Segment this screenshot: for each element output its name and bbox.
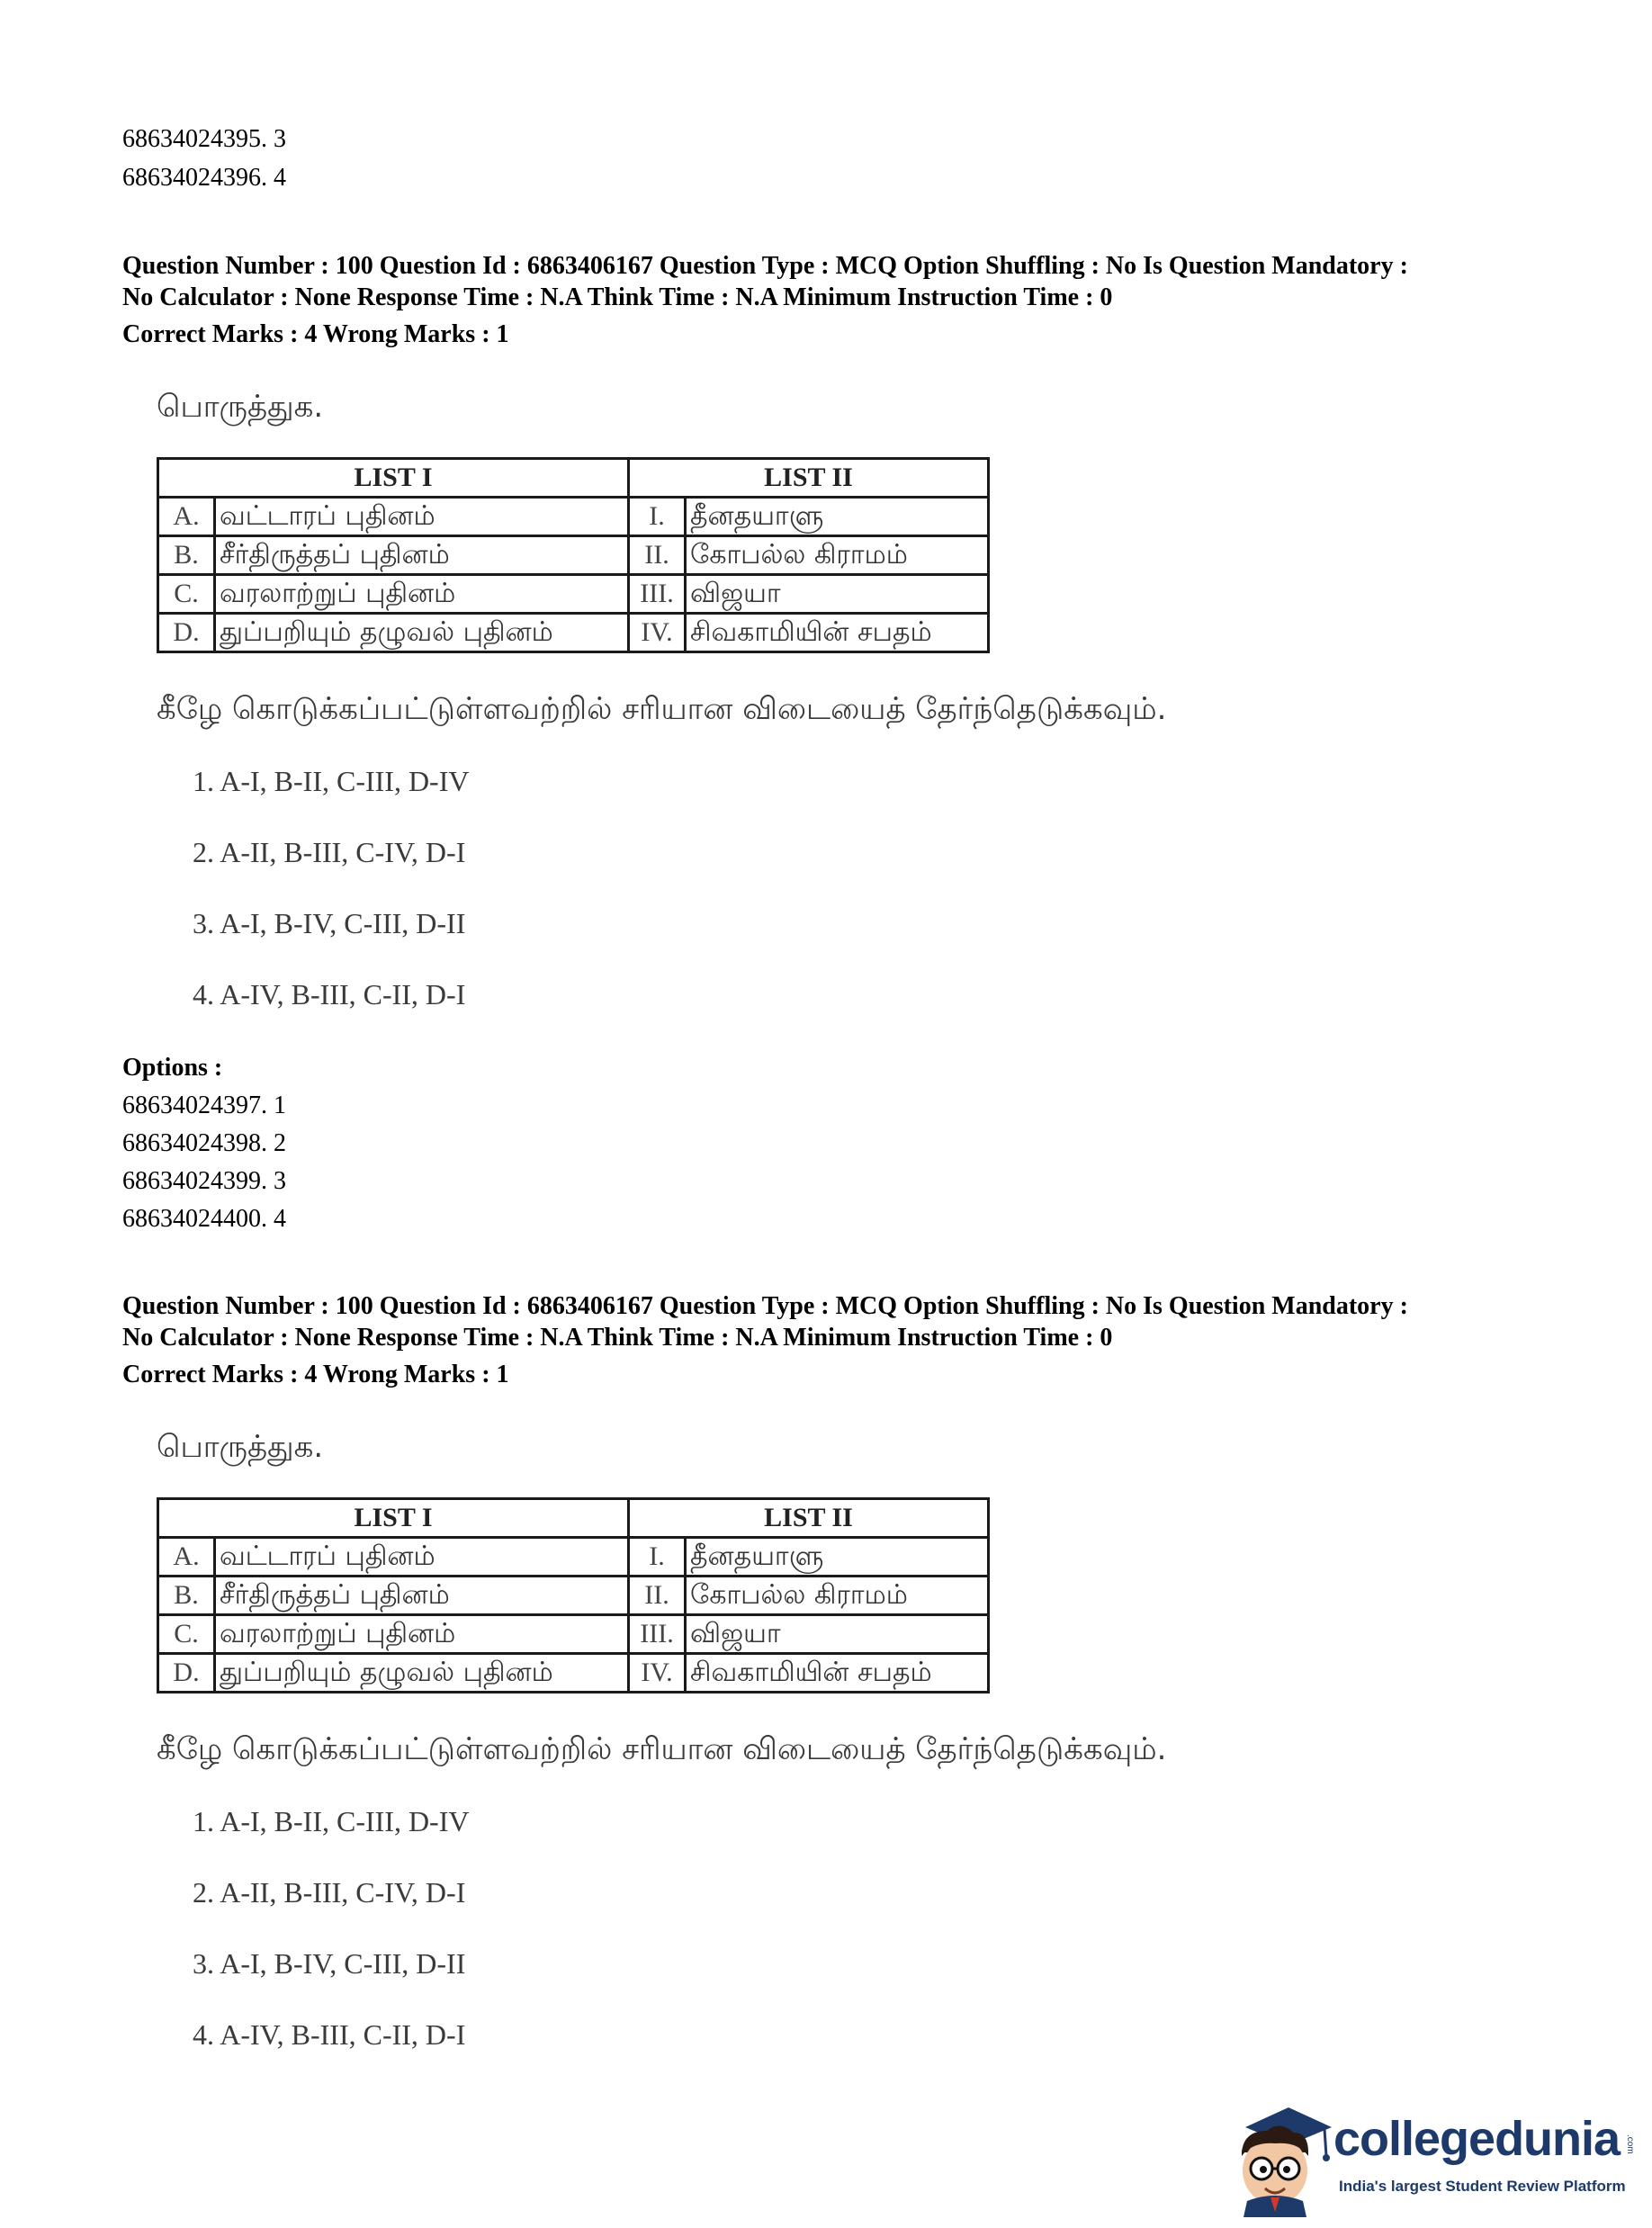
logo-wordmark: collegedunia	[1333, 2112, 1621, 2166]
list-1-value: வட்டாரப் புதினம்	[215, 498, 629, 536]
table-row	[158, 1615, 989, 1654]
list-2-key: I.	[629, 498, 686, 536]
option-line: 68634024398. 2	[122, 1129, 286, 1157]
table-row	[158, 1538, 989, 1577]
option-line: 68634024396. 4	[122, 164, 286, 192]
list-1-key: D.	[158, 614, 215, 652]
table-row	[158, 536, 989, 575]
logo-tagline: India's largest Student Review Platform	[1339, 2178, 1626, 2195]
list-1-value: வட்டாரப் புதினம்	[215, 1538, 629, 1577]
list-2-header: LIST II	[629, 459, 989, 498]
list-1-key: C.	[158, 1615, 215, 1654]
table-row	[158, 575, 989, 614]
list-1-key: A.	[158, 1538, 215, 1577]
question-instruction: கீழே கொடுக்கப்பட்டுள்ளவற்றில் சரியான விடையைத் தேர்ந்தெடுக்கவும்.	[157, 1731, 1167, 1767]
answer-choice: 3. A-I, B-IV, C-III, D-II	[193, 907, 466, 939]
question-prompt: பொருத்துக.	[157, 1429, 324, 1465]
list-2-value: கோபல்ல கிராமம்	[686, 1577, 989, 1615]
list-2-key: III.	[629, 1615, 686, 1654]
table-row	[158, 614, 989, 652]
question-header-line: No Calculator : None Response Time : N.A Think Time : N.A Minimum Instruction Time : 0	[122, 1324, 1113, 1352]
list-1-key: B.	[158, 536, 215, 575]
table-row	[158, 1654, 989, 1693]
answer-choice: 3. A-I, B-IV, C-III, D-II	[193, 1947, 466, 1980]
answer-choice: 1. A-I, B-II, C-III, D-IV	[193, 1805, 470, 1837]
option-line: 68634024399. 3	[122, 1167, 286, 1195]
list-2-value: சிவகாமியின் சபதம்	[686, 1654, 989, 1693]
marks-line: Correct Marks : 4 Wrong Marks : 1	[122, 320, 509, 348]
list-2-value: விஜயா	[686, 1615, 989, 1654]
answer-choice: 2. A-II, B-III, C-IV, D-I	[193, 1876, 466, 1909]
list-1-value: துப்பறியும் தழுவல் புதினம்	[215, 614, 629, 652]
logo-suffix: .com	[1625, 2134, 1635, 2154]
question-instruction: கீழே கொடுக்கப்பட்டுள்ளவற்றில் சரியான விடையைத் தேர்ந்தெடுக்கவும்.	[157, 691, 1167, 727]
list-2-key: III.	[629, 575, 686, 614]
option-line: 68634024395. 3	[122, 125, 286, 153]
list-1-value: சீர்திருத்தப் புதினம்	[215, 536, 629, 575]
answer-choice: 4. A-IV, B-III, C-II, D-I	[193, 978, 466, 1011]
list-1-header: LIST I	[158, 1499, 629, 1538]
list-2-value: தீனதயாளு	[686, 498, 989, 536]
answer-choice: 2. A-II, B-III, C-IV, D-I	[193, 836, 466, 868]
list-2-value: விஜயா	[686, 575, 989, 614]
list-1-value: வரலாற்றுப் புதினம்	[215, 1615, 629, 1654]
list-2-value: கோபல்ல கிராமம்	[686, 536, 989, 575]
list-2-key: II.	[629, 1577, 686, 1615]
answer-choice: 1. A-I, B-II, C-III, D-IV	[193, 765, 470, 797]
student-mascot-icon	[1226, 2100, 1333, 2217]
option-line: 68634024400. 4	[122, 1205, 286, 1233]
list-2-key: IV.	[629, 1654, 686, 1693]
table-header-row	[158, 1499, 989, 1538]
list-1-header: LIST I	[158, 459, 629, 498]
list-2-value: தீனதயாளு	[686, 1538, 989, 1577]
table-header-row	[158, 459, 989, 498]
list-1-key: B.	[158, 1577, 215, 1615]
list-2-key: I.	[629, 1538, 686, 1577]
list-1-key: C.	[158, 575, 215, 614]
marks-line: Correct Marks : 4 Wrong Marks : 1	[122, 1361, 509, 1388]
list-2-key: IV.	[629, 614, 686, 652]
list-1-key: A.	[158, 498, 215, 536]
question-header	[122, 250, 1544, 313]
question-header-line: Question Number : 100 Question Id : 6863406167 Question Type : MCQ Option Shuffling : No Is Question Mandatory :	[122, 1292, 1408, 1320]
table-row	[158, 1577, 989, 1615]
list-1-value: துப்பறியும் தழுவல் புதினம்	[215, 1654, 629, 1693]
list-1-key: D.	[158, 1654, 215, 1693]
match-table	[157, 457, 990, 653]
question-prompt: பொருத்துக.	[157, 389, 324, 425]
question-header-line: Question Number : 100 Question Id : 6863406167 Question Type : MCQ Option Shuffling : No Is Question Mandatory :	[122, 252, 1408, 280]
list-2-key: II.	[629, 536, 686, 575]
option-line: 68634024397. 1	[122, 1092, 286, 1119]
options-label: Options :	[122, 1054, 223, 1082]
collegedunia-logo[interactable]	[1226, 2100, 1634, 2217]
list-1-value: வரலாற்றுப் புதினம்	[215, 575, 629, 614]
list-2-value: சிவகாமியின் சபதம்	[686, 614, 989, 652]
table-row	[158, 498, 989, 536]
match-table	[157, 1497, 990, 1693]
list-1-value: சீர்திருத்தப் புதினம்	[215, 1577, 629, 1615]
question-header	[122, 1290, 1544, 1353]
list-2-header: LIST II	[629, 1499, 989, 1538]
answer-choice: 4. A-IV, B-III, C-II, D-I	[193, 2018, 466, 2051]
question-header-line: No Calculator : None Response Time : N.A Think Time : N.A Minimum Instruction Time : 0	[122, 283, 1113, 311]
